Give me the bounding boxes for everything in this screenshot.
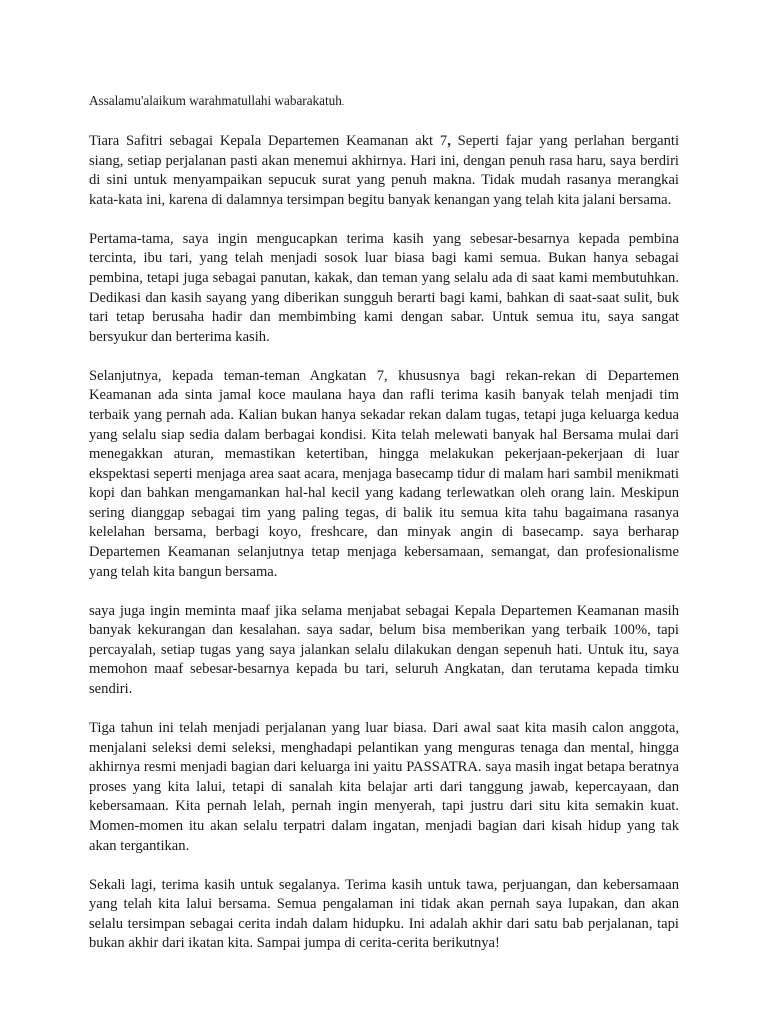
paragraph-apology: saya juga ingin meminta maaf jika selama menjabat sebagai Kepala Departemen Keamanan masih banyak kekurangan dan kesalahan. saya sadar, belum bisa memberikan yang terbaik 100%, tapi percayalah, setiap tugas yang saya jalankan selalu dilakukan dengan sepenuh hati. Untuk itu, saya memohon maaf sebesar-besarnya kepada bu tari, seluruh Angkatan, dan terutama kepada timku sendiri.: [89, 602, 679, 698]
paragraph-thanks-team: Selanjutnya, kepada teman-teman Angkatan 7, khususnya bagi rekan-rekan di Departemen Keamanan ada sinta jamal koce maulana haya dan rafli terima kasih banyak telah menjadi tim terbaik yang pernah ada. Kalian bukan hanya sekadar rekan dalam tugas, tetapi juga keluarga kedua yang selalu siap sedia dalam berbagai kondisi. Kita telah melewati banyak hal Bersama mulai dari menegakkan aturan, memastikan ketertiban, hingga melakukan pekerjaan-pekerjaan di luar ekspektasi seperti menjaga area saat acara, menjaga basecamp tidur di malam hari sambil menikmati kopi dan bahkan mengamankan hal-hal kecil yang kadang terlewatkan oleh orang lain. Meskipun sering dianggap sebagai tim yang paling tegas, di balik itu semua kita tahu bagaimana rasanya kelelahan bersama, berbagi koyo, freshcare, dan minyak angin di basecamp. saya berharap Departemen Keamanan selanjutnya tetap menjaga kebersamaan, semangat, dan profesionalisme yang telah kita bangun bersama.: [89, 367, 679, 580]
paragraph-opening: [89, 132, 679, 210]
greeting-line: [89, 91, 679, 112]
opening-lead: Tiara Safitri sebagai Kepala Departemen Keamanan akt 7: [89, 133, 448, 149]
opening-rest: Seperti fajar yang perlahan berganti siang, setiap perjalanan pasti akan menemui akhirnya. Hari ini, dengan penuh rasa haru, saya berdiri di sini untuk menyampaikan sepucuk surat yang penuh makna. Tidak mudah rasanya merangkai kata-kata ini, karena di dalamnya tersimpan begitu banyak kenangan yang telah kita jalani bersama.: [89, 133, 680, 208]
paragraph-closing: Sekali lagi, terima kasih untuk segalanya. Terima kasih untuk tawa, perjuangan, dan kebersamaan yang telah kita lalui bersama. Semua pengalaman ini tidak akan pernah saya lupakan, dan akan selalu tersimpan sebagai cerita indah dalam hidupku. Ini adalah akhir dari satu bab perjalanan, tapi bukan akhir dari ikatan kita. Sampai jumpa di cerita-cerita berikutnya!: [89, 876, 679, 952]
opening-comma: ,: [447, 133, 451, 149]
greeting-text: Assalamu'alaikum warahmatullahi wabarakatuh: [89, 93, 342, 108]
greeting-period: .: [341, 97, 345, 107]
paragraph-journey: Tiga tahun ini telah menjadi perjalanan yang luar biasa. Dari awal saat kita masih calon anggota, menjalani seleksi demi seleksi, menghadapi pelantikan yang menguras tenaga dan mental, hingga akhirnya resmi menjadi bagian dari keluarga ini yaitu PASSATRA. saya masih ingat betapa beratnya proses yang kita lalui, tetapi di sanalah kita belajar arti dari tanggung jawab, kepercayaan, dan kebersamaan. Kita pernah lelah, pernah ingin menyerah, tapi justru dari situ kita semakin kuat. Momen-momen itu akan selalu terpatri dalam ingatan, menjadi bagian dari kisah hidup yang tak akan tergantikan.: [89, 720, 679, 854]
paragraph-thanks-pembina: Pertama-tama, saya ingin mengucapkan terima kasih yang sebesar-besarnya kepada pembina tercinta, ibu tari, yang telah menjadi sosok luar biasa bagi kami semua. Bukan hanya sebagai pembina, tetapi juga sebagai panutan, kakak, dan teman yang selalu ada di saat kami membutuhkan. Dedikasi dan kasih sayang yang diberikan sungguh berarti bagi kami, bahkan di saat-saat sulit, buk tari tetap berusaha hadir dan membimbing kami dengan sabar. Untuk semua itu, saya sangat bersyukur dan berterima kasih.: [89, 230, 679, 345]
